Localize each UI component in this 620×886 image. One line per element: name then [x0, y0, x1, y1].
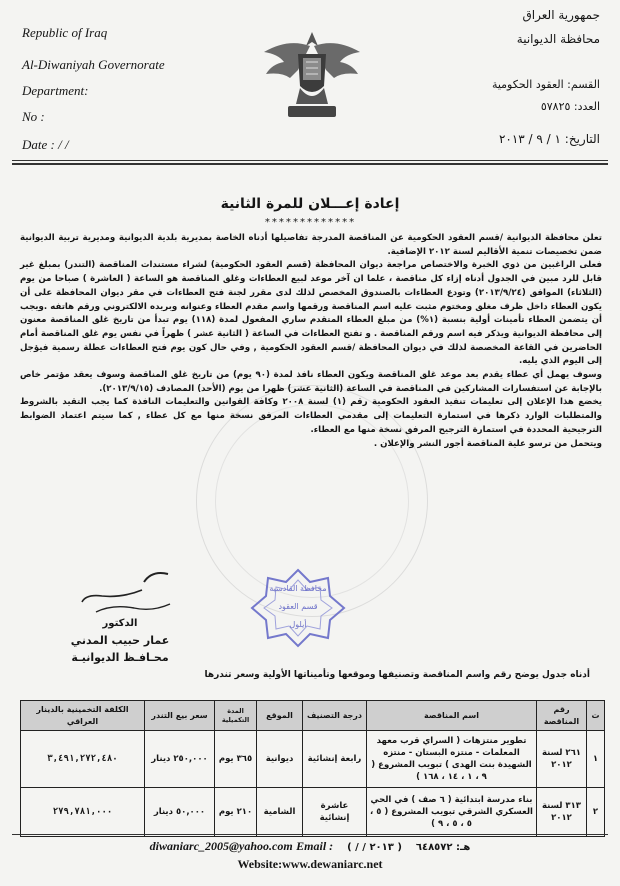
number-en: No : — [22, 109, 45, 124]
cell-tender-price: ٥٠,٠٠٠ دينار — [145, 788, 215, 837]
handwritten-signature-icon — [72, 568, 182, 618]
footer-phone: هـ: ٦٤٨٥٧٢ — [415, 842, 471, 853]
body-paragraph: وسوف يهمل أي عطاء يقدم بعد موعد غلق المناقصة ويكون العطاء نافذ لمدة (٩٠ يوم) من تاريخ غلق المناقصة وسوف يعقد مؤتمر خاص بالإجابة عن استفسارات المشاركين في المناقصة في الساعة (الثانية عشر) ظهرا من يوم (الأحد) المصادف (٢٠١٣/٩/١٥). — [20, 370, 602, 394]
column-header: اسم المناقصة — [367, 701, 537, 731]
table-intro: أدناه جدول يوضح رقم واسم المناقصة وتصنيفها وموقعها وتأميناتها الأولية وسعر تندرها — [204, 670, 590, 680]
column-header: الموقع — [257, 701, 303, 731]
cell-duration: ٣٦٥ يوم — [215, 731, 257, 788]
body-paragraph: فعلى الراغبين من ذوي الخبرة والاختصاص مراجعة ديوان المحافظة (قسم العقود الحكومية) لشراء مستندات المناقصة (التندر) بمبلغ غير قابل للرد مبين في الجدول أدناه إزاء كل مناقصة ، علما ان آخر موعد لبيع العطاءات وغلق المناقصة هو الساعة ( العاشرة ) صباحا من يوم (الثلاثاء) الموافق (٢٠١٣/٩/٢٤) وتودع العطاءات بالصندوق المخصص لذلك لدى مقرر لجنة فتح العطاءات في مقر ديوان المحافظة على أن يكون العطاء داخل ظرف مغلق ومختوم مثبت عليه اسم المناقصة ورقمها واسم مقدم العطاء وعنوانه وبريده الالكتروني ورقم هاتفه .ويجب أن يتضمن العطاء تأمينات أولية بنسبة (١%) من مبلغ العطاء المتقدم ساري المفعول لمدة (١١٨) يوم تبدأ من تاريخ غلق المناقصة معنون إلى محافظة الديوانية ويذكر فيه اسم ورقم المناقصة . و تفتح العطاءات في الساعة ( الثانية عشر ) ظهراً في نفس يوم غلق المناقصة أمام الحاضرين في القاعة المخصصة لذلك في ديوان المحافظة /قسم العقود الحكومية , وفي حال كون يوم فتح العطاءات عطلة رسمية فيؤجل إلى اليوم الذي يليه. — [20, 260, 602, 367]
cell-number: ٢٦١ لسنة ٢٠١٢ — [537, 731, 587, 788]
governorate-ar: محافظة الديوانية — [516, 32, 600, 46]
cell-classification: عاشرة إنشائية — [303, 788, 367, 837]
body-paragraph: يخضع هذا الإعلان إلى تعليمات تنفيذ العقود الحكومية رقم (١) لسنة ٢٠٠٨ وكافة القوانين والتعليمات النافذة كما يجب التقيد بالشروط والمتطلبات الوارد ذكرها في استمارة التعليمات إلى مقدمي العطاءات المرفق نسخة منها مع كل عطاء , كما سيتم اعتماد الضوابط الترجيحية المحددة في استمارة الترجيح المرفق نسخة منها مع العطاء. — [20, 397, 602, 435]
notice-body — [20, 232, 602, 451]
table-header-row — [21, 701, 605, 731]
signatory-position: محـافـظ الديوانيـة — [71, 651, 169, 664]
stamp-text-middle: قسم العقود — [278, 602, 318, 611]
footer-divider — [12, 834, 608, 835]
column-header: رقم المناقصة — [537, 701, 587, 731]
column-header: المدة التكميلية — [215, 701, 257, 731]
governorate-en: Al-Diwaniyah Governorate — [22, 57, 165, 72]
department-en: Department: — [22, 83, 89, 98]
body-paragraph: ويتحمل من ترسو علية المناقصة أجور النشر والإعلان . — [373, 438, 602, 449]
column-header: سعر بيع التندر — [145, 701, 215, 731]
column-header: ت — [587, 701, 605, 731]
cell-cost: ٢٧٩,٧٨١,٠٠٠ — [21, 788, 145, 837]
tender-table — [20, 700, 605, 837]
footer-contact — [100, 839, 520, 854]
department-ar: القسم: العقود الحكومية — [491, 78, 600, 91]
table-row — [21, 788, 605, 837]
column-header: درجة التصنيف — [303, 701, 367, 731]
title-stars: ************* — [264, 217, 356, 228]
footer-email-label: Email : — [296, 839, 334, 853]
date-ar: التاريخ: ١ / ٩ / ٢٠١٣ — [498, 132, 600, 146]
footer-website[interactable]: Website:www.dewaniarc.net — [237, 857, 383, 871]
cell-name: بناء مدرسة ابتدائية ( ٦ صف ) في الحي العسكري الشرقي تبويب المشروع ( ٥ ، ٥ ، ٥ ، ٩ ) — [367, 788, 537, 837]
cell-classification: رابعة إنشائية — [303, 731, 367, 788]
cell-seq: ٢ — [587, 788, 605, 837]
signatory-name: عمار حبيب المدني — [70, 634, 170, 647]
cell-location: الشامية — [257, 788, 303, 837]
cell-name: تطوير منتزهات ( السراي قرب معهد المعلمات - منتزه البستان - منتزه الشهيدة بنت الهدى ) تبويب المشروع ( ٩ ، ١ ، ١٤ ، ١٦٨ ) — [367, 731, 537, 788]
cell-duration: ٢١٠ يوم — [215, 788, 257, 837]
stamp-text-bottom: أيلول — [289, 620, 307, 629]
country-ar: جمهورية العراق — [522, 8, 600, 22]
cell-location: ديوانية — [257, 731, 303, 788]
footer-year: ( ٢٠١٣ / / ) — [347, 842, 402, 853]
column-header: الكلفة التخمينية بالدينار العراقي — [21, 701, 145, 731]
footer-email-address[interactable]: diwaniarc_2005@yahoo.com — [149, 839, 293, 853]
header-divider-thick — [12, 163, 608, 165]
cell-number: ٣١٣ لسنة ٢٠١٢ — [537, 788, 587, 837]
table-row — [21, 731, 605, 788]
country-en: Republic of Iraq — [22, 25, 108, 40]
cell-seq: ١ — [587, 731, 605, 788]
body-paragraph: تعلن محافظة الديوانية /قسم العقود الحكومية عن المناقصة المدرجة تفاصيلها أدناه الخاصة بمديرية بلدية الديوانية ومديرية تربية الديوانية ضمن تخصيصات تنمية الأقاليم لسنة ٢٠١٢ الإضافية. — [20, 233, 602, 257]
notice-title: إعادة إعـــلان للمرة الثانية — [220, 196, 400, 212]
cell-cost: ٣,٤٩١,٢٧٢,٤٨٠ — [21, 731, 145, 788]
stamp-text-top: محافظة القادسية — [269, 584, 327, 593]
header-divider — [12, 160, 608, 161]
date-en: Date : / / — [22, 137, 69, 152]
cell-tender-price: ٢٥٠,٠٠٠ دينار — [145, 731, 215, 788]
signatory-title: الدكتور — [102, 618, 138, 629]
number-ar: العدد: ٥٧٨٢٥ — [540, 100, 600, 113]
iraq-emblem-icon — [258, 24, 366, 122]
